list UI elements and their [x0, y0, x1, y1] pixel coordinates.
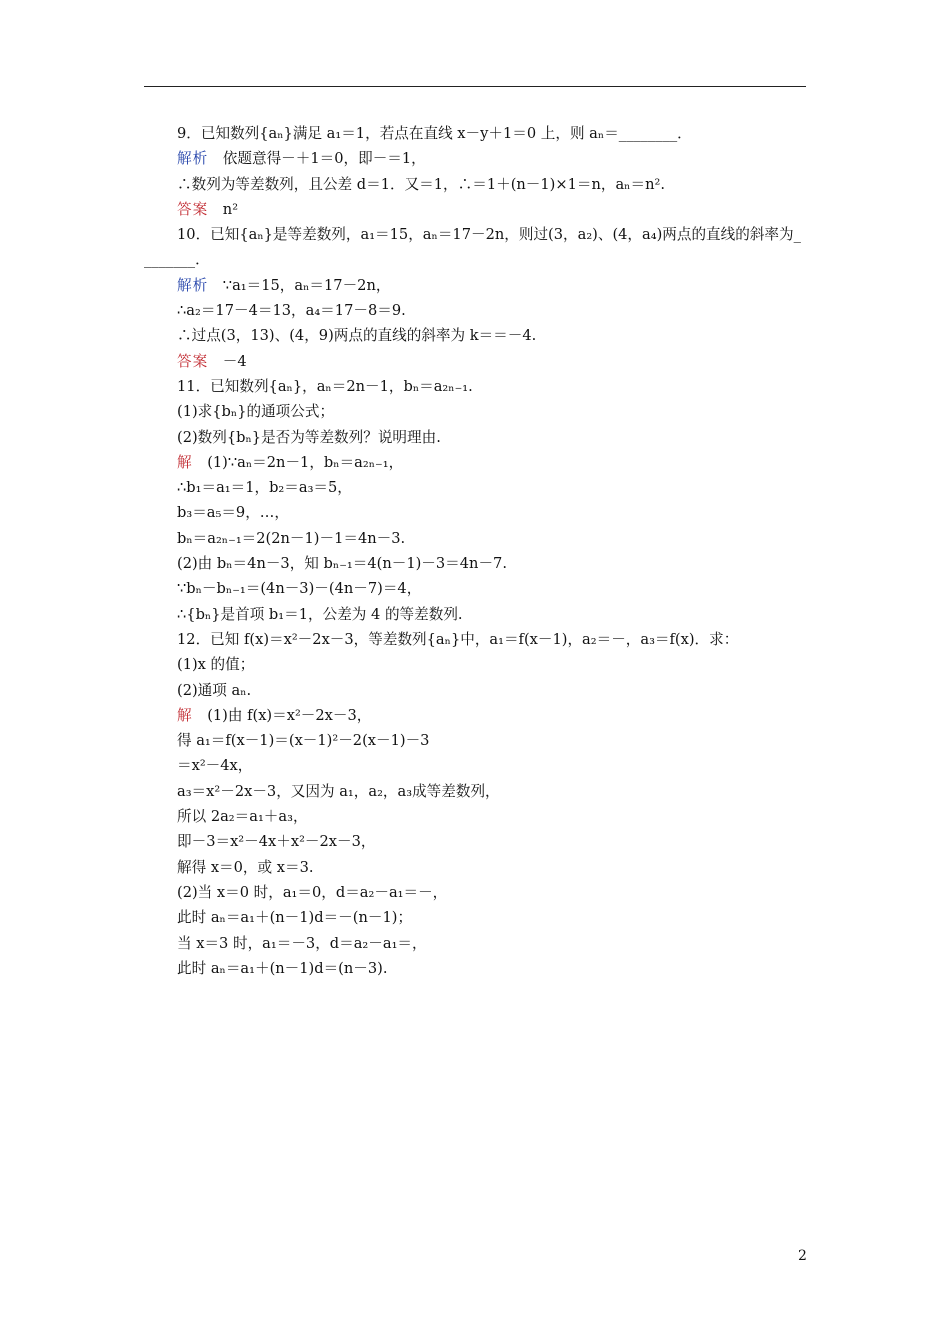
text-line [144, 247, 817, 272]
line-text: 此时 aₙ＝a₁＋(n－1)d＝(n－3). [177, 959, 388, 977]
line-text: ∴b₁＝a₁＝1，b₂＝a₃＝5， [177, 479, 352, 497]
line-text: 11．已知数列{aₙ}，aₙ＝2n－1，bₙ＝a₂ₙ₋₁. [177, 377, 473, 395]
line-text: ∵a₁＝15，aₙ＝17－2n， [222, 276, 391, 294]
line-text: a₃＝x²－2x－3，又因为 a₁，a₂，a₃成等差数列， [177, 782, 500, 800]
text-line [177, 602, 817, 627]
text-line [177, 652, 817, 677]
line-text: 所以 2a₂＝a₁＋a₃， [177, 808, 308, 826]
text-line [177, 526, 817, 551]
text-line [177, 500, 817, 525]
line-text: ∵bₙ－bₙ₋₁＝(4n－3)－(4n－7)＝4， [177, 580, 422, 598]
line-text: 得 a₁＝f(x－1)＝(x－1)²－2(x－1)－3 [177, 732, 430, 750]
line-text: (1)由 f(x)＝x²－2x－3， [207, 706, 372, 724]
line-text: (2)由 bₙ＝4n－3，知 bₙ₋₁＝4(n－1)－3＝4n－7. [177, 555, 507, 573]
line-text: ∴数列为等差数列，且公差 d＝1．又＝1，∴＝1＋(n－1)×1＝n，aₙ＝n². [177, 175, 665, 193]
line-text: 依题意得－＋1＝0，即－＝1， [222, 150, 426, 168]
text-line [177, 576, 817, 601]
analysis-label: 解析 [177, 276, 209, 294]
line-text: 解得 x＝0，或 x＝3. [177, 858, 314, 876]
line-text: ＝x²－4x， [177, 757, 253, 775]
text-line [177, 450, 817, 475]
line-text: b₃＝a₅＝9，…， [177, 504, 289, 522]
text-line [177, 855, 817, 880]
line-text: 12．已知 f(x)＝x²－2x－3，等差数列{aₙ}中，a₁＝f(x－1)，a₂＝－，a₃＝f(x)．求： [177, 630, 739, 648]
text-line [177, 349, 817, 374]
answer-label: 答案 [177, 200, 209, 218]
line-text: ∴{bₙ}是首项 b₁＝1，公差为 4 的等差数列. [177, 605, 463, 623]
line-text: ∴过点(3，13)、(4，9)两点的直线的斜率为 k＝＝－4. [177, 327, 537, 345]
text-line [177, 627, 817, 652]
page-content [144, 121, 817, 981]
text-line [177, 399, 817, 424]
text-line [177, 956, 817, 981]
line-text: 当 x＝3 时，a₁＝－3，d＝a₂－a₁＝， [177, 934, 427, 952]
text-line [177, 829, 817, 854]
text-line [177, 222, 817, 247]
page-number: 2 [798, 1248, 807, 1264]
text-line [177, 905, 817, 930]
analysis-label: 解析 [177, 150, 209, 168]
answer-label: 解 [177, 453, 193, 471]
answer-label: 答案 [177, 352, 209, 370]
text-line [177, 273, 817, 298]
line-text: n² [222, 200, 239, 218]
line-text: 10．已知{aₙ}是等差数列，a₁＝15，aₙ＝17－2n，则过(3，a₂)、(4，a₄)两点的直线的斜率为_ [177, 226, 801, 244]
text-line [177, 880, 817, 905]
text-line [177, 425, 817, 450]
line-text: 即－3＝x²－4x＋x²－2x－3， [177, 833, 376, 851]
line-text: bₙ＝a₂ₙ₋₁＝2(2n－1)－1＝4n－3. [177, 529, 406, 547]
text-line [177, 753, 817, 778]
line-text: (2)当 x＝0 时，a₁＝0，d＝a₂－a₁＝－， [177, 883, 448, 901]
text-line [177, 678, 817, 703]
text-line [177, 931, 817, 956]
line-text: (2)数列{bₙ}是否为等差数列？说明理由. [177, 428, 441, 446]
text-line [177, 323, 817, 348]
line-text: (1)x 的值； [177, 656, 255, 674]
answer-label: 解 [177, 706, 193, 724]
text-line [177, 728, 817, 753]
line-text: _______． [144, 251, 210, 269]
line-text: (1)求{bₙ}的通项公式； [177, 403, 335, 421]
header-rule [144, 86, 806, 87]
text-line [177, 475, 817, 500]
line-text: 此时 aₙ＝a₁＋(n－1)d＝－(n－1)； [177, 909, 413, 927]
line-text: (1)∵aₙ＝2n－1，bₙ＝a₂ₙ₋₁， [207, 453, 404, 471]
text-line [177, 197, 817, 222]
text-line [177, 779, 817, 804]
text-line [177, 804, 817, 829]
line-text: －4 [222, 352, 247, 370]
text-line [177, 298, 817, 323]
text-line [177, 551, 817, 576]
text-line [177, 146, 817, 171]
text-line [177, 703, 817, 728]
line-text: 9．已知数列{aₙ}满足 a₁＝1，若点在直线 x－y＋1＝0 上，则 aₙ＝________． [177, 125, 692, 142]
line-text: ∴a₂＝17－4＝13，a₄＝17－8＝9. [177, 302, 406, 320]
line-text: (2)通项 aₙ. [177, 681, 252, 699]
text-line [177, 374, 817, 399]
text-line [177, 172, 817, 197]
text-line [177, 121, 817, 146]
